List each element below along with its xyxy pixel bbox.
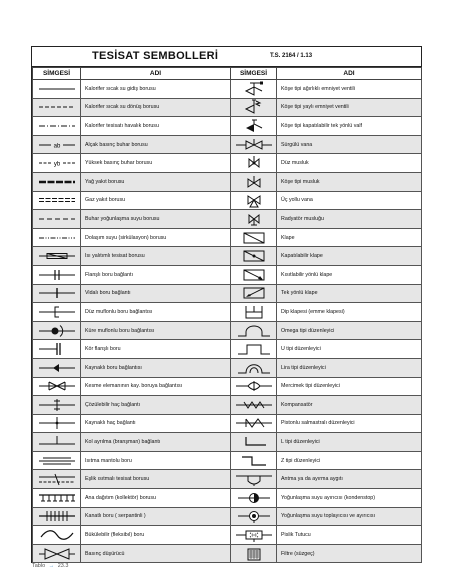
welded-cross-icon <box>35 415 79 431</box>
closable-damper-icon <box>232 248 276 264</box>
jacketed-pipe-icon <box>35 453 79 469</box>
symbol-name: Yoğunlaşma suyu toplayıcısı ve ayırıcısı <box>277 507 422 526</box>
symbol-name: Alçak basınç buhar borusu <box>81 135 231 154</box>
table-row <box>33 303 422 322</box>
limited-direction-damper-icon <box>232 267 276 283</box>
manifold-icon <box>35 490 79 506</box>
symbol-name: Radyatör musluğu <box>277 210 422 229</box>
symbol-name: Kompansatör <box>277 396 422 415</box>
table-header-row <box>33 68 422 80</box>
symbol-name: Yağ yakıt borusu <box>81 172 231 191</box>
straight-socket-icon <box>35 304 79 320</box>
insulated-pipe-icon <box>35 248 79 264</box>
piston-bellows-icon <box>232 415 276 431</box>
table-row <box>33 210 422 229</box>
symbol-name: Üç yollu vana <box>277 191 422 210</box>
z-expansion-icon <box>232 453 276 469</box>
symbol-name: Yüksek basınç buhar borusu <box>81 154 231 173</box>
flexible-pipe-icon <box>35 527 79 543</box>
one-way-damper-icon <box>232 285 276 301</box>
filter-icon <box>232 546 276 562</box>
symbol-name: Dolaşım suyu (sirkülasyon) borusu <box>81 228 231 247</box>
corner-weight-safety-valve-icon <box>232 81 276 97</box>
lens-expansion-icon <box>232 378 276 394</box>
traced-pipe-icon <box>35 471 79 487</box>
symbol-name: Köşe tipi ağırlıklı emniyet ventili <box>277 80 422 99</box>
u-expansion-icon <box>232 341 276 357</box>
condensate-collector-icon <box>232 508 276 524</box>
symbol-name: Sürgülü vana <box>277 135 422 154</box>
table-row <box>33 377 422 396</box>
double-line-icon <box>35 192 79 208</box>
symbol-name: L tipi düzenleyici <box>277 433 422 452</box>
welded-joint-icon <box>35 360 79 376</box>
symbol-name: Buhar yoğunlaşma suyu borusu <box>81 210 231 229</box>
column-header-name-left: ADI <box>81 68 231 80</box>
symbol-name: Küre muflonlu boru bağlantısı <box>81 321 231 340</box>
caption-arrow-icon: → <box>48 563 55 569</box>
radiator-valve-icon <box>232 211 276 227</box>
table-row <box>33 358 422 377</box>
symbols-table <box>32 67 422 563</box>
table-row <box>33 284 422 303</box>
caption-label: Tablo <box>32 563 46 569</box>
symbol-name: Köşe tipi kapatılabilir tek yönlü valf <box>277 117 422 136</box>
strainer-icon <box>232 527 276 543</box>
standard-number: T.S. 2164 / 1.13 <box>270 53 313 59</box>
table-row <box>33 396 422 415</box>
corner-check-valve-icon <box>232 118 276 134</box>
compensator-icon <box>232 397 276 413</box>
symbol-name: Klape <box>277 228 422 247</box>
gate-valve-icon <box>232 137 276 153</box>
blind-flange-icon <box>35 341 79 357</box>
dashed-line-icon <box>35 99 79 115</box>
column-header-name-right: ADI <box>277 68 422 80</box>
table-row <box>33 98 422 117</box>
dash-dot-dot-line-icon <box>35 230 79 246</box>
condensate-trap-icon <box>232 490 276 506</box>
table-row <box>33 154 422 173</box>
table-title: TESİSAT SEMBOLLERİ <box>92 50 219 62</box>
threaded-joint-icon <box>35 285 79 301</box>
symbol-name: Eşlik ısıtmalı tesisat borusu <box>81 470 231 489</box>
symbol-name: Z tipi düzenleyici <box>277 451 422 470</box>
table-row <box>33 228 422 247</box>
symbol-name: Omega tipi düzenleyici <box>277 321 422 340</box>
symbol-name: Ana dağıtım (kollektör) borusu <box>81 489 231 508</box>
symbol-name: Kesme elemanının kay. boruya bağlantısı <box>81 377 231 396</box>
symbol-name: Kalorifer tesisatı havalık borusu <box>81 117 231 136</box>
symbol-name: Kanatlı boru ( serpantinli ) <box>81 507 231 526</box>
table-row <box>33 265 422 284</box>
symbol-name: Pistonlu salmastralı düzenleyici <box>277 414 422 433</box>
damper-icon <box>232 230 276 246</box>
column-header-symbol-right: SİMGESİ <box>231 68 277 80</box>
symbol-name: Çözülebilir haç bağlantı <box>81 396 231 415</box>
symbol-name: Mercimek tipi düzenleyici <box>277 377 422 396</box>
title-bar <box>32 47 421 67</box>
symbol-name: Flanşlı boru bağlantı <box>81 265 231 284</box>
table-row <box>33 80 422 99</box>
symbol-name: Kapatılabilir klape <box>277 247 422 266</box>
table-row <box>33 489 422 508</box>
corner-spring-safety-valve-icon <box>232 99 276 115</box>
symbol-name: Isı yalıtımlı tesisat borusu <box>81 247 231 266</box>
symbol-name: Filtre (süzgeç) <box>277 544 422 563</box>
table-row <box>33 451 422 470</box>
table-row <box>33 191 422 210</box>
symbol-name: Kalorifer sıcak su gidiş borusu <box>81 80 231 99</box>
three-way-valve-icon <box>232 192 276 208</box>
symbol-name: Yoğunlaşma suyu ayırıcısı (kondenstop) <box>277 489 422 508</box>
symbol-name: Pislik Tutucu <box>277 526 422 545</box>
bottom-damper-icon <box>232 304 276 320</box>
symbol-name: Gaz yakıt borusu <box>81 191 231 210</box>
symbol-name: Antma ya da ayırma aygıtı <box>277 470 422 489</box>
table-row <box>33 470 422 489</box>
table-caption <box>32 563 68 569</box>
symbol-name: Basınç düşürücü <box>81 544 231 563</box>
svg-text:yb: yb <box>53 161 60 168</box>
table-row <box>33 340 422 359</box>
table-row <box>33 544 422 563</box>
symbol-name: Köşe tipi yaylı emniyet ventili <box>277 98 422 117</box>
table-row <box>33 135 422 154</box>
removable-cross-icon <box>35 397 79 413</box>
branch-icon <box>35 434 79 450</box>
flanged-joint-icon <box>35 267 79 283</box>
svg-text:ab: ab <box>53 143 60 150</box>
symbol-name: Köşe tipi musluk <box>277 172 422 191</box>
l-expansion-icon <box>232 434 276 450</box>
table-row <box>33 526 422 545</box>
pressure-reducer-icon <box>35 546 79 562</box>
symbol-name: Bükülebilir (fleksibıl) boru <box>81 526 231 545</box>
table-row <box>33 172 422 191</box>
symbol-name: Düz musluk <box>277 154 422 173</box>
table-row <box>33 247 422 266</box>
symbol-name: Kısıtlabilir yönlü klape <box>277 265 422 284</box>
table-row <box>33 321 422 340</box>
symbol-name: Kol ayrılma (branşman) bağlantı <box>81 433 231 452</box>
dash-dot-line-icon <box>35 118 79 134</box>
solid-line-icon <box>35 81 79 97</box>
symbol-name: Vidalı boru bağlantı <box>81 284 231 303</box>
corner-globe-valve-icon <box>232 174 276 190</box>
ab-line-icon <box>35 137 79 153</box>
table-row <box>33 507 422 526</box>
straight-globe-valve-icon <box>232 155 276 171</box>
table-row <box>33 433 422 452</box>
symbol-name: Tek yönlü klape <box>277 284 422 303</box>
thick-line-icon <box>35 174 79 190</box>
cut-joint-icon <box>35 378 79 394</box>
symbol-name: Dip klapesi (emme klapesi) <box>277 303 422 322</box>
column-header-symbol-left: SİMGESİ <box>33 68 81 80</box>
symbols-table-sheet <box>31 46 422 563</box>
lyre-expansion-icon <box>232 360 276 376</box>
symbol-name: U tipi düzenleyici <box>277 340 422 359</box>
trap-icon <box>232 471 276 487</box>
table-row <box>33 117 422 136</box>
ball-socket-icon <box>35 323 79 339</box>
symbol-name: Kalorifer sıcak su dönüş borusu <box>81 98 231 117</box>
symbol-name: Kaynaklı boru bağlantısı <box>81 358 231 377</box>
yb-line-icon <box>35 155 79 171</box>
symbol-name: Isıtma mantolu boru <box>81 451 231 470</box>
symbol-name: Kör flanşlı boru <box>81 340 231 359</box>
omega-expansion-icon <box>232 323 276 339</box>
symbol-name: Düz muflonlu boru bağlantısı <box>81 303 231 322</box>
symbol-name: Kaynaklı haç bağlantı <box>81 414 231 433</box>
serpentine-icon <box>35 508 79 524</box>
long-dash-line-icon <box>35 211 79 227</box>
table-row <box>33 414 422 433</box>
symbol-name: Lira tipi düzenleyici <box>277 358 422 377</box>
caption-number: 23.3 <box>57 563 69 569</box>
